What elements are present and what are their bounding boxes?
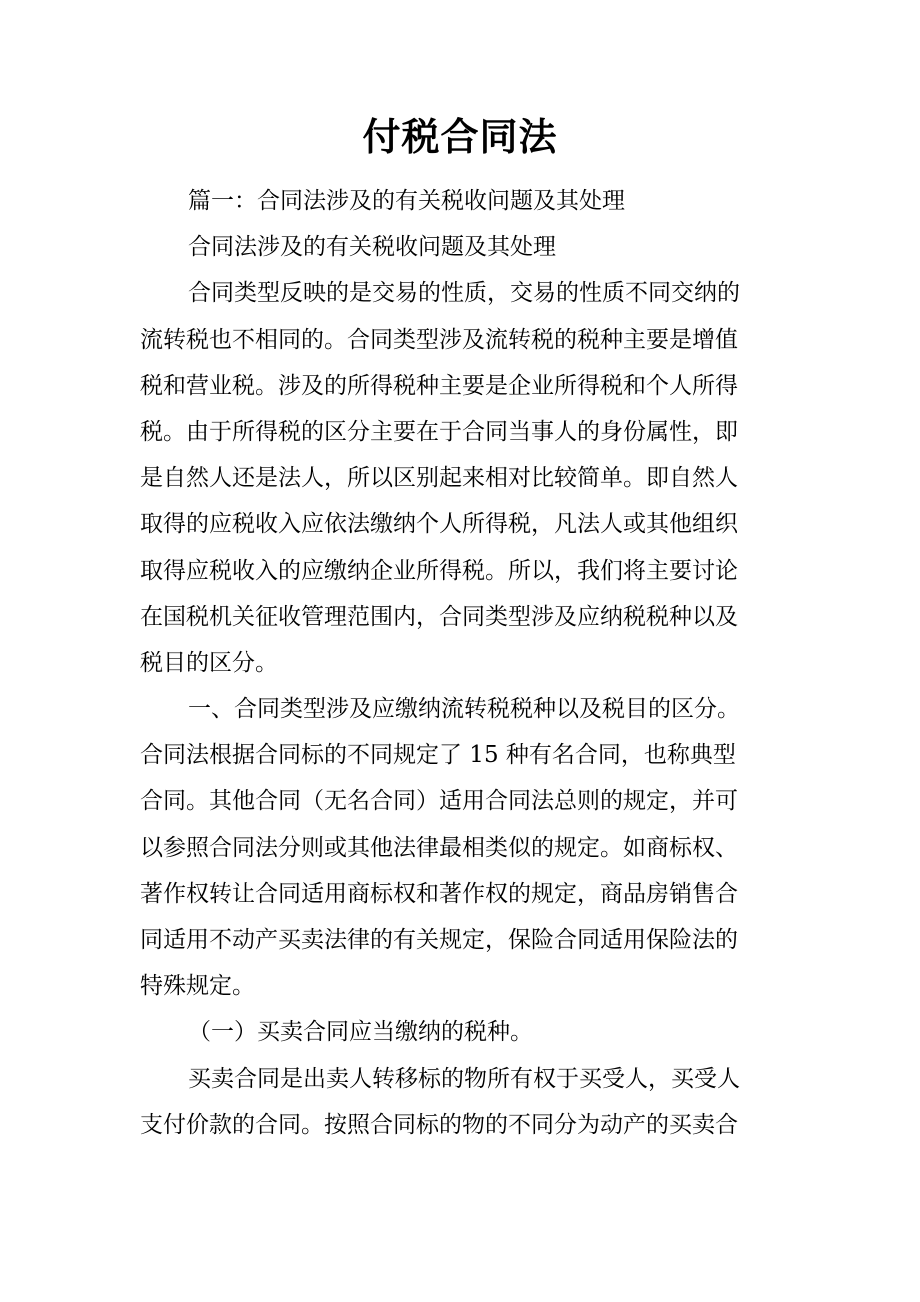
document-title: 付税合同法: [362, 114, 558, 159]
paragraph-line: 取得应税收入的应缴纳企业所得税。所以，我们将主要讨论: [140, 557, 738, 584]
paragraph-line: 流转税也不相同的。合同类型涉及流转税的税种主要是增值: [140, 326, 738, 353]
subtitle: 合同法涉及的有关税收问题及其处理: [188, 234, 556, 261]
paragraph-line: 一、合同类型涉及应缴纳流转税税种以及税目的区分。: [188, 696, 740, 723]
section-heading: 篇一：合同法涉及的有关税收问题及其处理: [188, 188, 625, 214]
paragraph-line: 税和营业税。涉及的所得税种主要是企业所得税和个人所得: [140, 372, 738, 399]
paragraph-line: 合同法根据合同标的不同规定了 15 种有名合同，也称典型: [140, 742, 736, 769]
paragraph-line: 是自然人还是法人，所以区别起来相对比较简单。即自然人: [140, 465, 738, 492]
paragraph-line: 以参照合同法分则或其他法律最相类似的规定。如商标权、: [140, 834, 738, 861]
paragraph-line: 特殊规定。: [140, 973, 255, 1000]
subsection-heading: （一）买卖合同应当缴纳的税种。: [188, 1019, 533, 1046]
paragraph-line: 在国税机关征收管理范围内，合同类型涉及应纳税税种以及: [140, 603, 738, 630]
paragraph-line: 同适用不动产买卖法律的有关规定，保险合同适用保险法的: [140, 927, 738, 953]
paragraph-line: 买卖合同是出卖人转移标的物所有权于买受人，买受人: [188, 1065, 740, 1092]
paragraph-line: 著作权转让合同适用商标权和著作权的规定，商品房销售合: [140, 880, 738, 907]
paragraph-line: 支付价款的合同。按照合同标的物的不同分为动产的买卖合: [140, 1111, 738, 1138]
paragraph-line: 税目的区分。: [140, 649, 278, 676]
paragraph-line: 取得的应税收入应依法缴纳个人所得税，凡法人或其他组织: [140, 511, 738, 538]
paragraph-line: 税。由于所得税的区分主要在于合同当事人的身份属性，即: [140, 418, 738, 445]
paragraph-line: 合同。其他合同（无名合同）适用合同法总则的规定，并可: [140, 788, 738, 815]
paragraph-line: 合同类型反映的是交易的性质，交易的性质不同交纳的: [188, 280, 740, 307]
document-body: [140, 178, 785, 1148]
